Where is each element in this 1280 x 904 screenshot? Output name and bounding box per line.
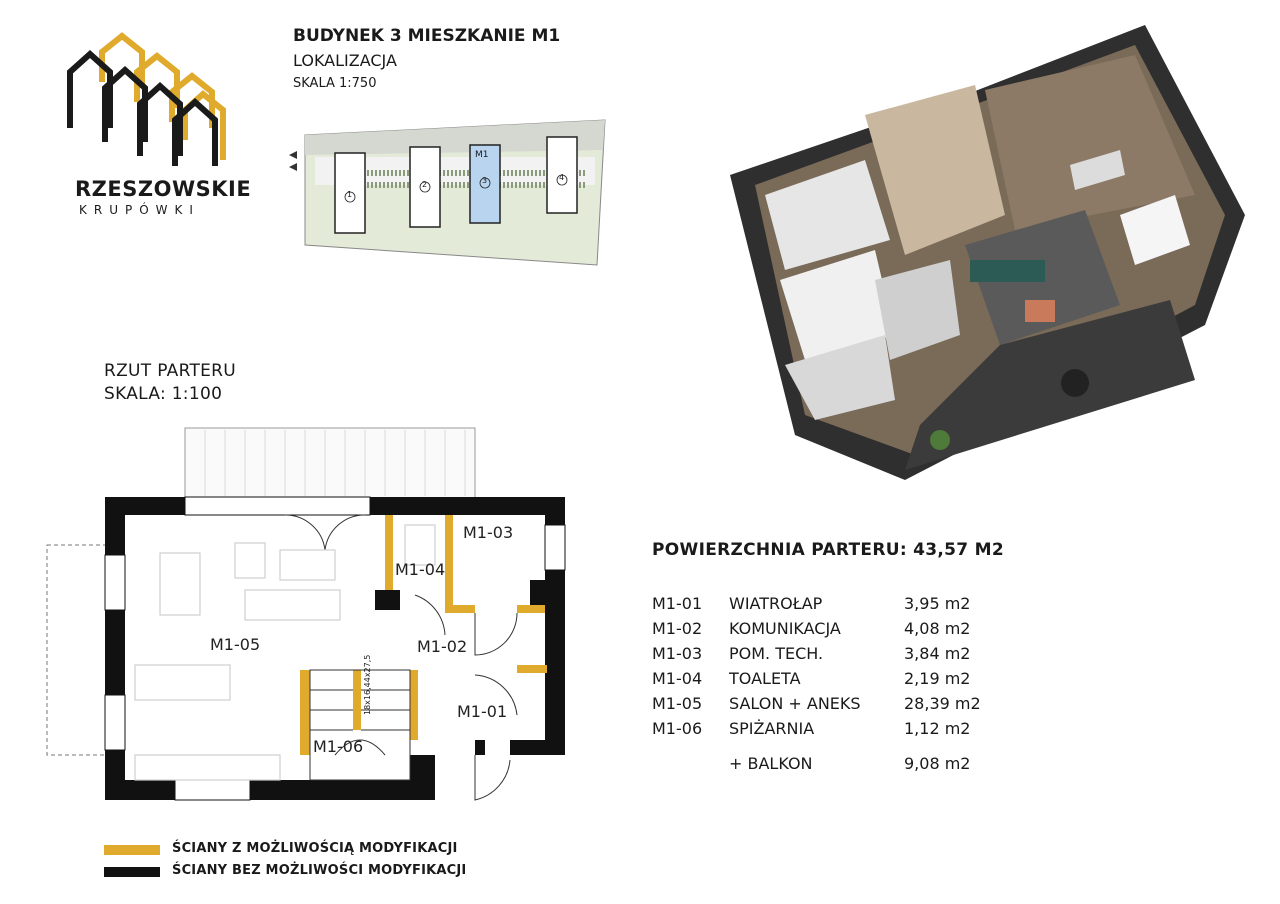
building-4-label: 4 — [559, 173, 565, 182]
balcony-name: + BALKON — [729, 754, 813, 773]
logo-name: RZESZOWSKIE — [75, 177, 252, 201]
room-label-m1-03: M1-03 — [463, 523, 514, 542]
plan-title: RZUT PARTERU — [104, 361, 237, 381]
legend-swatch-fixed — [104, 867, 160, 877]
room-label-m1-04: M1-04 — [395, 560, 446, 579]
room-code: M1-05 — [652, 694, 703, 713]
legend — [104, 838, 604, 888]
balcony-area: 9,08 m2 — [904, 754, 971, 773]
logo-houses-icon — [55, 30, 245, 170]
table-row — [652, 666, 1052, 691]
legend-label-modifiable: ŚCIANY Z MOŻLIWOŚCIĄ MODYFIKACJI — [172, 841, 458, 856]
floor-plan — [45, 425, 575, 805]
plan-scale: SKALA: 1:100 — [104, 384, 223, 404]
area-table — [652, 591, 1052, 776]
site-map-drawing — [285, 115, 615, 275]
room-name: POM. TECH. — [729, 644, 824, 663]
stairs-note: 18x16,44x27,5 — [363, 654, 372, 715]
logo-subname: KRUPÓWKI — [79, 203, 200, 217]
building-2-label: 2 — [422, 180, 428, 189]
legend-swatch-modifiable — [104, 845, 160, 855]
apartment-3d-render — [725, 15, 1270, 495]
room-area: 3,84 m2 — [904, 644, 971, 663]
table-row — [652, 591, 1052, 616]
room-label-m1-05: M1-05 — [210, 635, 261, 654]
location-scale: SKALA 1:750 — [293, 76, 377, 91]
highlight-unit-label: M1 — [475, 150, 489, 160]
logo — [55, 30, 252, 220]
table-row — [652, 641, 1052, 666]
table-row — [652, 616, 1052, 641]
room-label-m1-02: M1-02 — [417, 637, 468, 656]
building-1-label: 1 — [347, 190, 353, 199]
building-3-label: 3 — [482, 176, 488, 185]
table-row-balcony — [652, 751, 1052, 776]
location-label: LOKALIZACJA — [293, 51, 397, 70]
table-row — [652, 691, 1052, 716]
room-code: M1-02 — [652, 619, 703, 638]
room-area: 2,19 m2 — [904, 669, 971, 688]
room-name: KOMUNIKACJA — [729, 619, 841, 638]
room-name: WIATROŁAP — [729, 594, 823, 613]
room-area: 3,95 m2 — [904, 594, 971, 613]
room-code: M1-01 — [652, 594, 703, 613]
legend-label-fixed: ŚCIANY BEZ MOŻLIWOŚCI MODYFIKACJI — [172, 863, 467, 878]
site-map — [285, 115, 615, 275]
room-name: TOALETA — [729, 669, 801, 688]
room-label-m1-01: M1-01 — [457, 702, 508, 721]
room-area: 1,12 m2 — [904, 719, 971, 738]
floor-plan-drawing — [45, 425, 575, 805]
area-heading: POWIERZCHNIA PARTERU: 43,57 M2 — [652, 540, 1004, 560]
room-name: SALON + ANEKS — [729, 694, 861, 713]
page-title: BUDYNEK 3 MIESZKANIE M1 — [293, 26, 561, 46]
room-area: 28,39 m2 — [904, 694, 981, 713]
room-code: M1-04 — [652, 669, 703, 688]
room-label-m1-06: M1-06 — [313, 737, 364, 756]
table-row — [652, 716, 1052, 741]
room-code: M1-06 — [652, 719, 703, 738]
room-name: SPIŻARNIA — [729, 719, 815, 738]
room-area: 4,08 m2 — [904, 619, 971, 638]
room-code: M1-03 — [652, 644, 703, 663]
